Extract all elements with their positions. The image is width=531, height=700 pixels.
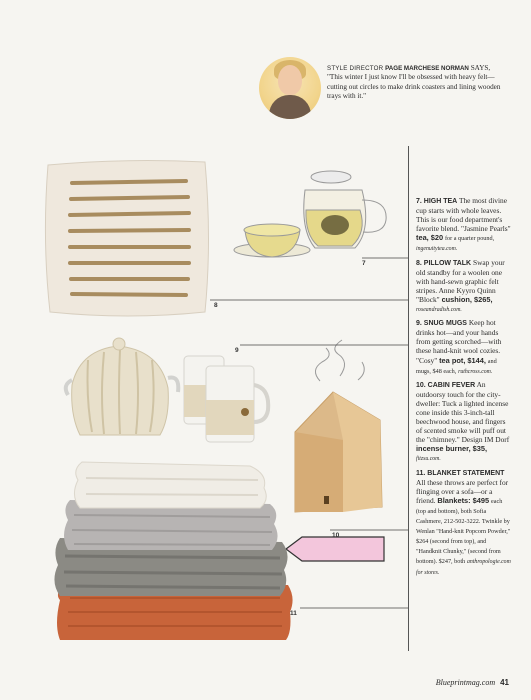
item-snug-mugs: 9. SNUG MUGS Keep hot drinks hot—and your hands from getting scorched—with these hand-knit wool cozies. "Cosy" tea pot, $144, and mugs, $48 each, ruthcross.com. (416, 318, 502, 375)
intro-quote: STYLE DIRECTOR PAGE MARCHESE NORMAN SAYS, "This winter I just know I'll be obsessed with heavy felt—cutting out circles to make drink coasters and lining wooden trays with it." (327, 64, 501, 101)
glass-tea-set-image (234, 171, 386, 257)
product-descriptions (416, 196, 512, 582)
pink-tag-image (286, 537, 384, 561)
callout-number: 9 (235, 347, 239, 354)
item-pillow-talk: 8. PILLOW TALK Swap your old standby for a woolen one with hand-sewn graphic felt stripes. Anne Kyyro Quinn "Block" cushion, $265, roseandradish.com. (416, 257, 505, 314)
page-footer (436, 678, 509, 687)
callout-number: 11 (290, 610, 297, 617)
callout-number: 10 (332, 532, 340, 539)
throw-blankets-image (54, 462, 292, 640)
item-high-tea: 7. HIGH TEA The most divine cup starts with whole leaves. This is our food department's favorite blend. "Jasmine Pearls" tea, $20 for a quarter pound, ingenuitytea.com. (416, 196, 511, 253)
callout-number: 8 (214, 302, 218, 309)
item-blanket-statement: 11. BLANKET STATEMENT All these throws are perfect for flinging over a sofa—or a friend. Blankets: $495 each (top and bottom), both Sofia Cashmere, 212-502-3222. Twinkle by Wenlan "Hand-knit Popcorn Powder," $264 (second from top), and "Handknit Chunky," (second from bottom). $247, both anthropologie.com for stores. (416, 469, 511, 577)
callout-number: 7 (362, 260, 366, 267)
vertical-rule (408, 146, 409, 651)
knit-tea-cozy-image (66, 338, 179, 435)
incense-house-image (295, 340, 382, 512)
site-url: Blueprintmag.com (435, 678, 496, 687)
knit-mugs-image (184, 356, 268, 442)
felt-pillow-image (45, 161, 208, 316)
item-cabin-fever: 10. CABIN FEVER An outdoorsy touch for the city-dweller: Tuck a lighted incense cone inside this 3-inch-tall beechwood house, and fingers of scented smoke will puff out the "chimney." Design IM Dorf incense burner, $35, fitzsu.com. (416, 379, 510, 463)
page-number: 41 (500, 678, 509, 687)
